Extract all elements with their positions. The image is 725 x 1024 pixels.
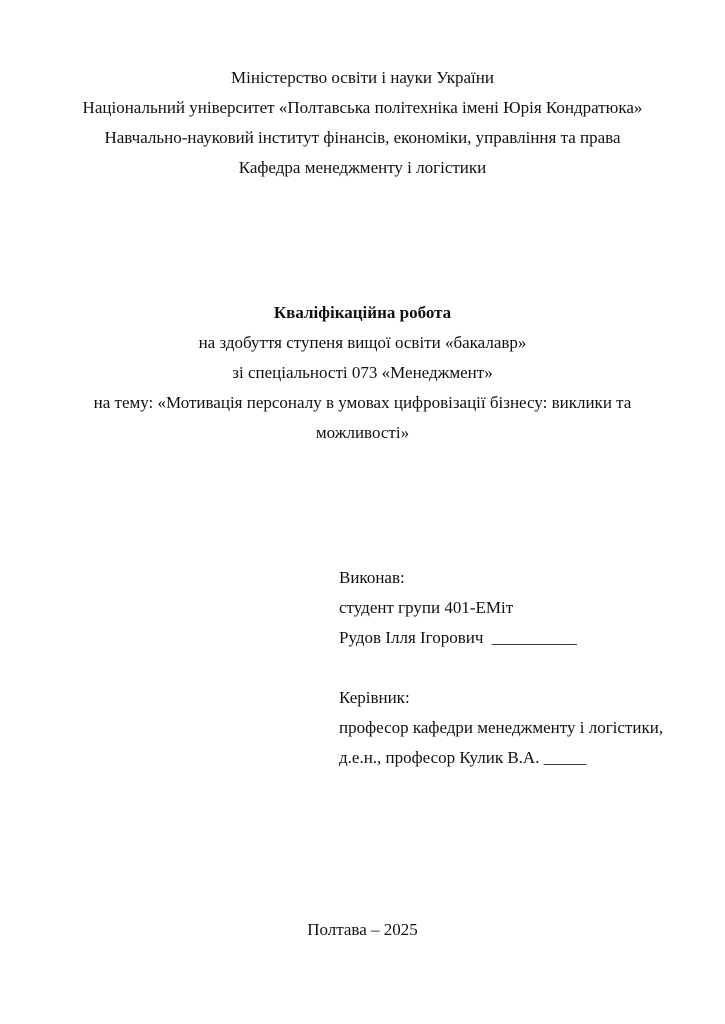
author-signature-line: __________	[491, 628, 577, 647]
supervisor-position: професор кафедри менеджменту і логістики,	[339, 718, 664, 737]
department-name: Кафедра менеджменту і логістики	[238, 158, 487, 177]
document-title: Кваліфікаційна робота	[273, 303, 452, 322]
topic-line-2: можливості»	[315, 423, 410, 442]
specialty-line: зі спеціальності 073 «Менеджмент»	[232, 363, 493, 382]
city-year: Полтава – 2025	[307, 920, 418, 939]
supervisor-signature-line: _____	[543, 748, 587, 767]
topic-line-1: на тему: «Мотивація персоналу в умовах цифровізації бізнесу: виклики та	[93, 393, 632, 412]
author-name: Рудов Ілля Ігорович	[339, 628, 484, 647]
ministry-name: Міністерство освіти і науки України	[231, 68, 494, 87]
supervisor-name: д.е.н., професор Кулик В.А.	[339, 748, 540, 767]
author-label: Виконав:	[339, 568, 405, 587]
supervisor-label: Керівник:	[339, 688, 410, 707]
supervisor-name-row	[339, 748, 586, 768]
institute-name: Навчально-науковий інститут фінансів, економіки, управління та права	[104, 128, 621, 147]
degree-line: на здобуття ступеня вищої освіти «бакалавр»	[198, 333, 527, 352]
author-name-row	[339, 628, 577, 648]
author-group: студент групи 401-ЕМіт	[339, 598, 514, 617]
university-name: Національний університет «Полтавська політехніка імені Юрія Кондратюка»	[82, 98, 643, 117]
